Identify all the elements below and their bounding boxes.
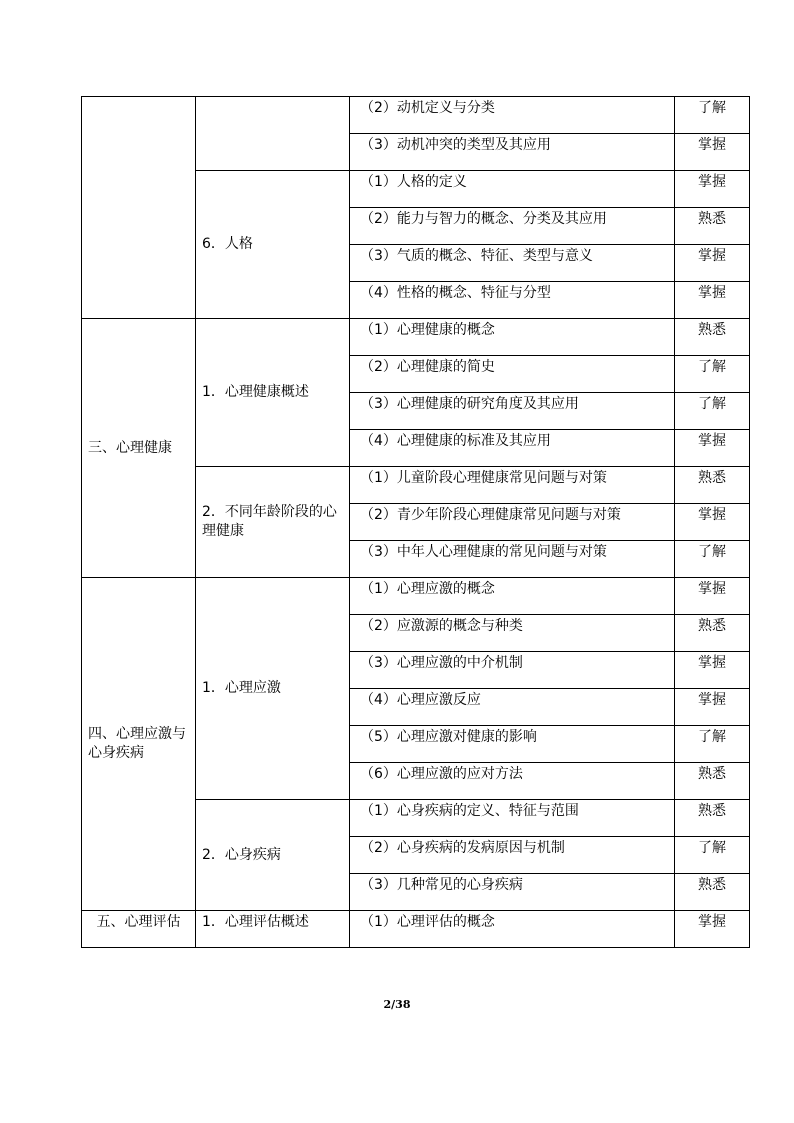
table-row	[82, 578, 750, 615]
level-cell: 熟悉	[675, 763, 750, 800]
item-cell: （2）心理健康的简史	[350, 356, 675, 393]
level-cell: 熟悉	[675, 208, 750, 245]
level-cell: 熟悉	[675, 874, 750, 911]
table-row	[82, 911, 750, 948]
item-cell: （4）心理应激反应	[350, 689, 675, 726]
level-cell: 了解	[675, 356, 750, 393]
item-cell: （3）心理健康的研究角度及其应用	[350, 393, 675, 430]
unit-psychological-assessment: 五、心理评估	[82, 911, 196, 948]
level-cell: 熟悉	[675, 319, 750, 356]
item-cell: （2）心身疾病的发病原因与机制	[350, 837, 675, 874]
page-number: 2/38	[383, 998, 411, 1011]
item-cell: （1）人格的定义	[350, 171, 675, 208]
unit-stress-psychosomatic: 四、心理应激与心身疾病	[82, 578, 196, 911]
level-cell: 了解	[675, 393, 750, 430]
item-cell: （4）性格的概念、特征与分型	[350, 282, 675, 319]
item-cell: （3）气质的概念、特征、类型与意义	[350, 245, 675, 282]
level-cell: 掌握	[675, 430, 750, 467]
item-cell: （1）心身疾病的定义、特征与范围	[350, 800, 675, 837]
item-cell: （3）心理应激的中介机制	[350, 652, 675, 689]
item-cell: （5）心理应激对健康的影响	[350, 726, 675, 763]
item-cell: （2）能力与智力的概念、分类及其应用	[350, 208, 675, 245]
level-cell: 了解	[675, 726, 750, 763]
table-row	[82, 319, 750, 356]
item-cell: （3）几种常见的心身疾病	[350, 874, 675, 911]
table-row	[82, 97, 750, 134]
subunit-psychological-stress: 1．心理应激	[196, 578, 350, 800]
level-cell: 掌握	[675, 245, 750, 282]
level-cell: 掌握	[675, 504, 750, 541]
item-cell: （4）心理健康的标准及其应用	[350, 430, 675, 467]
level-cell: 掌握	[675, 652, 750, 689]
level-cell: 掌握	[675, 578, 750, 615]
item-cell: （3）动机冲突的类型及其应用	[350, 134, 675, 171]
level-cell: 了解	[675, 97, 750, 134]
subunit-personality: 6．人格	[196, 171, 350, 319]
unit-cell-empty	[82, 97, 196, 319]
level-cell: 掌握	[675, 911, 750, 948]
item-cell: （2）青少年阶段心理健康常见问题与对策	[350, 504, 675, 541]
level-cell: 熟悉	[675, 615, 750, 652]
item-cell: （1）儿童阶段心理健康常见问题与对策	[350, 467, 675, 504]
item-cell: （2）动机定义与分类	[350, 97, 675, 134]
subunit-cell-empty	[196, 97, 350, 171]
level-cell: 了解	[675, 837, 750, 874]
item-cell: （6）心理应激的应对方法	[350, 763, 675, 800]
unit-mental-health: 三、心理健康	[82, 319, 196, 578]
subunit-age-stage-health: 2．不同年龄阶段的心理健康	[196, 467, 350, 578]
level-cell: 掌握	[675, 171, 750, 208]
subunit-assessment-overview: 1．心理评估概述	[196, 911, 350, 948]
level-cell: 掌握	[675, 282, 750, 319]
item-cell: （2）应激源的概念与种类	[350, 615, 675, 652]
subunit-psychosomatic-disease: 2．心身疾病	[196, 800, 350, 911]
level-cell: 了解	[675, 541, 750, 578]
item-cell: （1）心理应激的概念	[350, 578, 675, 615]
item-cell: （1）心理健康的概念	[350, 319, 675, 356]
level-cell: 熟悉	[675, 467, 750, 504]
level-cell: 熟悉	[675, 800, 750, 837]
item-cell: （3）中年人心理健康的常见问题与对策	[350, 541, 675, 578]
level-cell: 掌握	[675, 134, 750, 171]
item-cell: （1）心理评估的概念	[350, 911, 675, 948]
syllabus-table	[81, 96, 750, 948]
subunit-mental-health-overview: 1．心理健康概述	[196, 319, 350, 467]
level-cell: 掌握	[675, 689, 750, 726]
